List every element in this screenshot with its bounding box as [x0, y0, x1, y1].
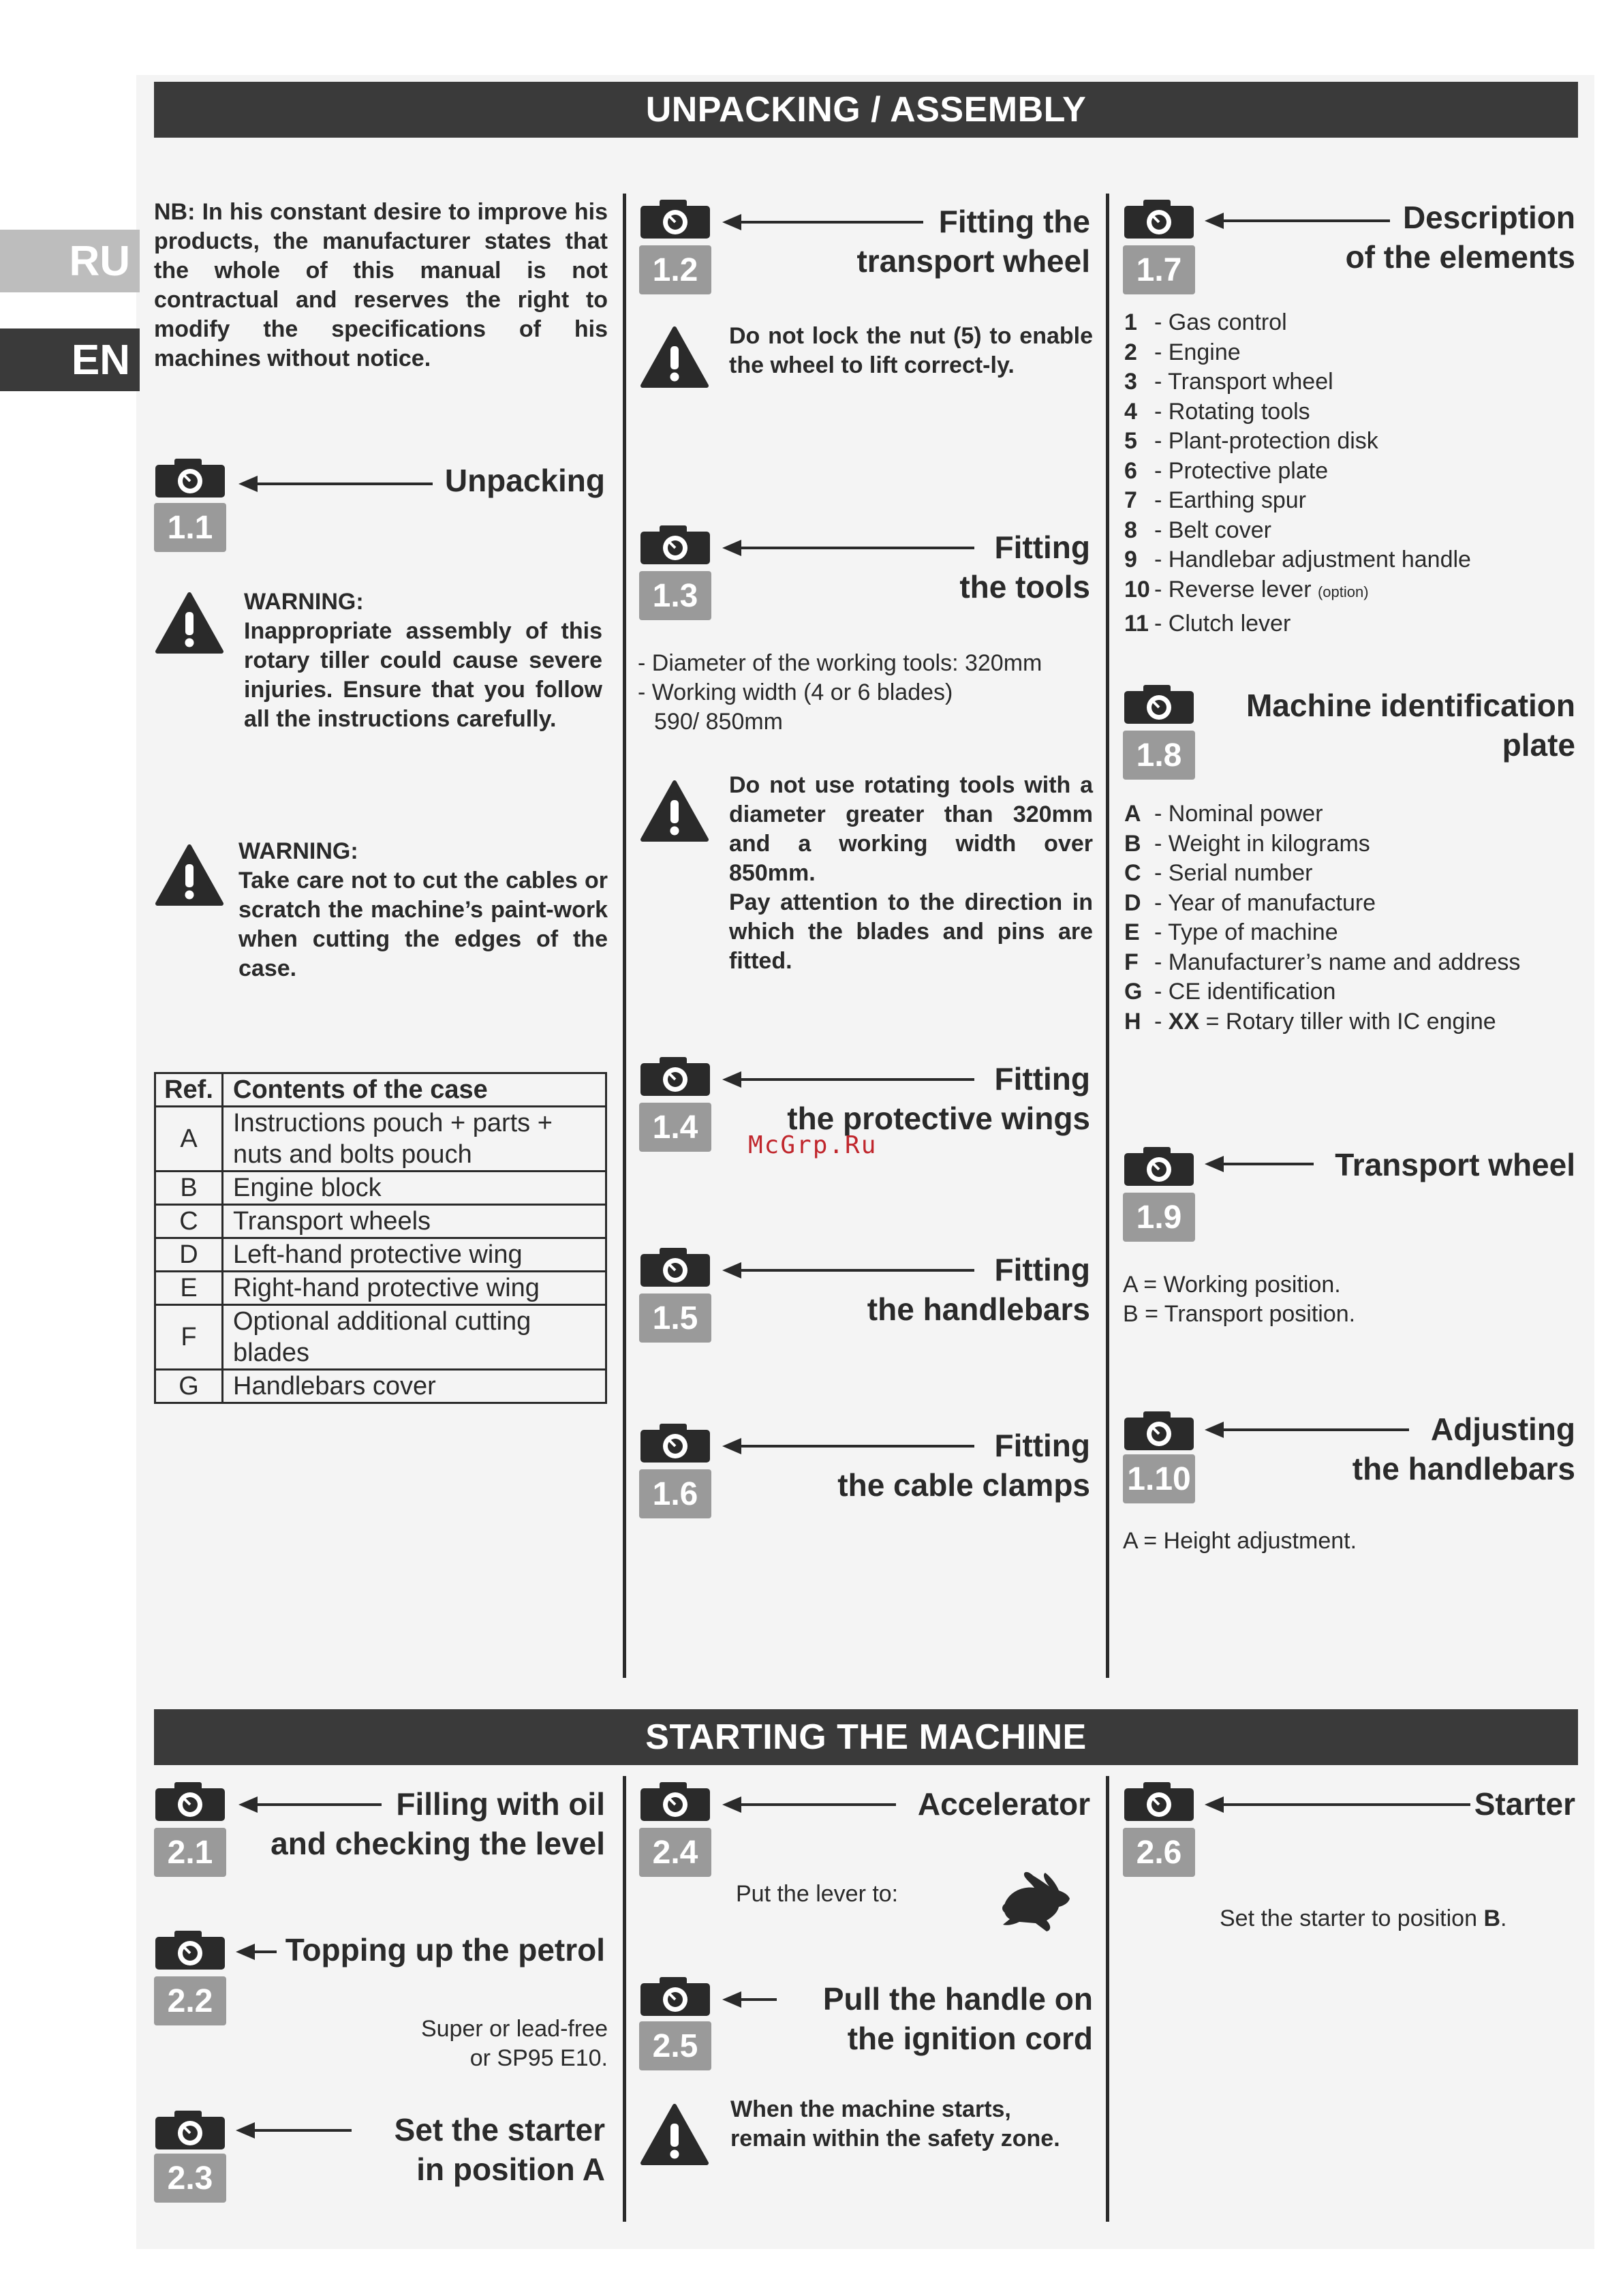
lang-tab-en[interactable]: EN	[0, 328, 140, 391]
camera-icon	[639, 1246, 711, 1288]
heading-fitting-tools: Fitting the tools	[959, 530, 1090, 604]
list-item: 3 - Transport wheel	[1124, 369, 1333, 395]
figure-badge-1-4: 1.4	[639, 1103, 711, 1152]
warning-icon	[640, 326, 709, 388]
list-item: 4 - Rotating tools	[1124, 398, 1310, 425]
section-title-unpacking: UNPACKING / ASSEMBLY	[154, 82, 1578, 138]
list-item: 5 - Plant-protection disk	[1124, 428, 1378, 454]
camera-icon	[639, 1975, 711, 2017]
column-divider	[623, 1776, 626, 2222]
camera-icon	[1123, 198, 1195, 240]
list-item: 9 - Handlebar adjustment handle	[1124, 547, 1471, 572]
warning-icon	[640, 2103, 709, 2166]
heading-machine-identification-plate: Machine identification plate	[1246, 688, 1575, 763]
table-row: D Left-hand protective wing	[155, 1238, 606, 1272]
figure-badge-2-4: 2.4	[639, 1828, 711, 1877]
column-divider	[1106, 1776, 1109, 2222]
table-row: F Optional additional cutting blades	[155, 1305, 606, 1370]
heading-set-starter-a: Set the starter in position A	[394, 2112, 605, 2187]
camera-icon	[1123, 1409, 1195, 1452]
list-item: C - Serial number	[1124, 860, 1313, 886]
figure-badge-2-3: 2.3	[154, 2154, 226, 2203]
figure-badge-2-1: 2.1	[154, 1828, 226, 1877]
warning-icon	[155, 592, 223, 654]
transport-positions: A = Working position. B = Transport position.	[1123, 1272, 1356, 1327]
pointer-arrow	[238, 476, 433, 492]
heading-adjusting-handlebars: Adjusting the handlebars	[1352, 1411, 1575, 1486]
heading-starter: Starter	[1474, 1786, 1575, 1822]
lang-tab-ru[interactable]: RU	[0, 230, 140, 292]
camera-icon	[154, 1929, 226, 1971]
list-item: 2 - Engine	[1124, 339, 1241, 365]
list-item: F - Manufacturer’s name and address	[1124, 949, 1521, 975]
figure-badge-2-5: 2.5	[639, 2021, 711, 2070]
pointer-arrow	[722, 1796, 896, 1813]
section-title-starting: STARTING THE MACHINE	[154, 1709, 1578, 1765]
camera-icon	[639, 198, 711, 240]
figure-badge-1-10: 1.10	[1123, 1454, 1195, 1503]
header-contents: Contents of the case	[223, 1073, 606, 1107]
plate-list	[1124, 799, 1579, 1037]
camera-icon	[154, 457, 226, 499]
camera-icon	[154, 1780, 226, 1822]
heading-topping-petrol: Topping up the petrol	[285, 1932, 605, 1968]
warning-text-nut: Do not lock the nut (5) to enable the wheel to lift correct-ly.	[729, 323, 1093, 378]
camera-icon	[639, 1055, 711, 1097]
pointer-arrow	[722, 1991, 777, 2008]
camera-icon	[1123, 1780, 1195, 1822]
heading-pull-ignition-cord: Pull the handle on the ignition cord	[822, 1981, 1093, 2056]
figure-badge-1-9: 1.9	[1123, 1193, 1195, 1242]
warning-text-1: WARNING: Inappropriate assembly of this rotary tiller could cause severe injuries. Ensure that you follow all the instructions carefully.	[244, 589, 602, 732]
list-item: D - Year of manufacture	[1124, 889, 1376, 916]
table-row: A Instructions pouch + parts + nuts and bolts pouch	[155, 1107, 606, 1172]
heading-fitting-handlebars: Fitting the handlebars	[867, 1252, 1090, 1327]
figure-badge-2-6: 2.6	[1123, 1828, 1195, 1877]
figure-badge-1-6: 1.6	[639, 1469, 711, 1518]
figure-badge-1-2: 1.2	[639, 245, 711, 294]
list-item: 11 - Clutch lever	[1124, 610, 1291, 637]
heading-unpacking: Unpacking	[444, 463, 605, 498]
heading-fitting-cable-clamps: Fitting the cable clamps	[837, 1428, 1090, 1503]
table-row: G Handlebars cover	[155, 1370, 606, 1403]
column-divider	[1106, 194, 1109, 1678]
warning-text-safety-zone: When the machine starts, remain within the safety zone.	[730, 2096, 1060, 2152]
list-item: 10 - Reverse lever (option)	[1124, 576, 1369, 602]
figure-badge-1-7: 1.7	[1123, 245, 1195, 294]
rabbit-icon	[992, 1867, 1074, 1935]
warning-icon	[640, 780, 709, 842]
figure-badge-1-8: 1.8	[1123, 731, 1195, 780]
warning-text-tools: Do not use rotating tools with a diameter greater than 320mm and a working width over 850mm. Pay attention to the direction in which the blades and pins are fitted.	[729, 772, 1093, 974]
camera-icon	[639, 1780, 711, 1822]
heading-transport-wheel: Transport wheel	[1335, 1147, 1575, 1182]
list-item: H - XX = Rotary tiller with IC engine	[1124, 1008, 1496, 1035]
nb-paragraph: NB: In his constant desire to improve his products, the manufacturer states that the whole of this manual is not contractual and reserves the right to modify the specifications of his machines without notice.	[154, 199, 608, 371]
list-item: 6 - Protective plate	[1124, 457, 1329, 484]
figure-badge-1-3: 1.3	[639, 571, 711, 620]
tools-specs: - Diameter of the working tools: 320mm - Working width (4 or 6 blades) 590/ 850mm	[638, 650, 1042, 735]
warning-icon	[155, 844, 223, 906]
list-item: A - Nominal power	[1124, 801, 1323, 827]
starter-instruction: Set the starter to position B.	[1220, 1905, 1507, 1931]
contents-table	[154, 1072, 607, 1404]
header-ref: Ref.	[155, 1073, 223, 1107]
camera-icon	[1123, 683, 1195, 725]
heading-fitting-transport-wheel: Fitting the transport wheel	[856, 204, 1090, 279]
figure-badge-1-1: 1.1	[154, 503, 226, 552]
elements-list	[1124, 308, 1574, 639]
figure-badge-1-5: 1.5	[639, 1294, 711, 1343]
watermark: McGrp.Ru	[748, 1131, 878, 1159]
heading-fitting-protective-wings: Fitting the protective wings	[787, 1061, 1090, 1136]
table-row: B Engine block	[155, 1172, 606, 1205]
warning-text-2: WARNING: Take care not to cut the cables or scratch the machine’s paint-work when cutting the edges of the case.	[238, 838, 608, 981]
list-item: B - Weight in kilograms	[1124, 830, 1370, 857]
list-item: 7 - Earthing spur	[1124, 487, 1306, 513]
list-item: G - CE identification	[1124, 979, 1336, 1005]
figure-badge-2-2: 2.2	[154, 1976, 226, 2025]
accelerator-instruction: Put the lever to:	[736, 1881, 899, 1907]
camera-icon	[639, 1422, 711, 1464]
list-item: 1 - Gas control	[1124, 309, 1287, 335]
pointer-arrow	[236, 1944, 277, 1960]
fuel-type-note: Super or lead-free or SP95 E10.	[420, 2016, 608, 2071]
table-header	[155, 1073, 606, 1107]
list-item: 8 - Belt cover	[1124, 517, 1271, 543]
height-adjustment-note: A = Height adjustment.	[1123, 1528, 1357, 1554]
table-row: E Right-hand protective wing	[155, 1272, 606, 1305]
camera-icon	[1123, 1145, 1195, 1187]
column-divider	[623, 194, 626, 1678]
heading-accelerator: Accelerator	[917, 1786, 1090, 1822]
camera-icon	[154, 2109, 226, 2151]
heading-description-elements: Description of the elements	[1345, 200, 1575, 275]
list-item: E - Type of machine	[1124, 919, 1338, 945]
camera-icon	[639, 523, 711, 566]
heading-filling-oil: Filling with oil and checking the level	[270, 1786, 605, 1861]
table-row: C Transport wheels	[155, 1205, 606, 1238]
